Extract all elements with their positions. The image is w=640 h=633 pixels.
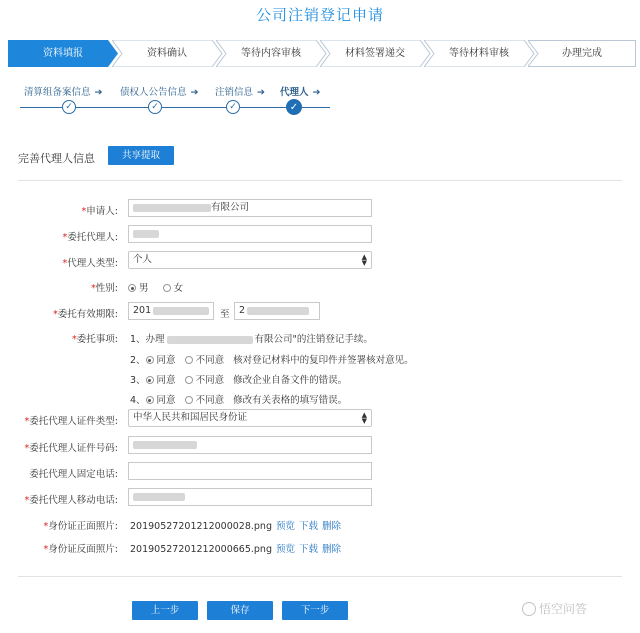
matter-text: 1、办理 [130,334,165,345]
valid-period-start-input[interactable] [128,302,214,320]
step-label: 资料填报 [43,48,83,59]
watermark-text: 悟空问答 [539,602,588,616]
agree-radio[interactable] [146,396,154,404]
select-value: 个人 [133,254,153,265]
check-icon: ✓ [62,100,76,114]
required-mark: * [24,443,30,454]
required-mark: * [43,521,49,532]
progress-line [162,107,226,108]
disagree-radio[interactable] [185,356,193,364]
step-content-review [216,40,326,67]
arrow-right-icon: ➔ [94,87,103,98]
prev-button[interactable]: 上一步 [132,601,198,620]
input-value: 有限公司 [211,202,250,213]
required-mark: * [53,309,58,320]
agent-input[interactable] [128,225,372,243]
matter-item-2 [130,352,414,366]
redacted-text [133,230,159,238]
id-type-label [0,413,118,427]
mobile-input[interactable] [128,488,372,506]
step-label: 办理完成 [562,48,602,59]
next-button[interactable]: 下一步 [282,601,348,620]
delete-link[interactable]: 删除 [322,521,342,532]
entrusted-matters-label [0,331,118,345]
file-name: 20190527201212000028.png [130,521,272,532]
label-text: 代理人类型: [67,258,118,269]
valid-period-label [0,306,118,320]
select-value: 中华人民共和国居民身份证 [133,412,248,423]
agree-radio[interactable] [146,376,154,384]
id-number-label [0,440,118,454]
preview-link[interactable]: 预览 [276,544,296,555]
delete-link[interactable]: 删除 [322,544,342,555]
matter-num: 2、 [130,355,146,366]
landline-input[interactable] [128,462,372,480]
required-mark: * [81,206,87,217]
page-title: 公司注销登记申请 [255,6,384,24]
id-number-input[interactable] [128,436,372,454]
redacted-text [133,441,197,449]
agent-label [0,229,118,243]
divider [18,180,622,181]
landline-label [0,466,118,480]
required-mark: * [62,232,68,243]
applicant-label [0,203,118,217]
sub-steps [20,84,340,120]
valid-period-end-input[interactable] [234,302,320,320]
gender-label [0,280,118,294]
id-back-file [130,541,341,555]
redacted-text [153,307,209,315]
radio-label: 不同意 [195,375,225,386]
arrow-right-icon: ➔ [257,87,265,98]
substep-cancellation-info[interactable] [215,84,265,98]
date-separator: 至 [220,309,230,320]
preview-link[interactable]: 预览 [276,521,296,532]
step-complete [528,40,636,67]
redacted-text [167,336,253,344]
substep-label: 清算组备案信息 [24,87,91,98]
label-text: 委托事项: [76,334,118,345]
agent-type-label [0,255,118,269]
id-back-label [0,541,118,555]
radio-label: 女 [173,283,184,294]
label-text: 委托代理人证件号码: [29,443,118,454]
id-front-label [0,518,118,532]
applicant-input[interactable] [128,199,372,217]
matter-text: 修改有关表格的填写错误。 [233,395,348,406]
step-sign-submit [320,40,430,67]
radio-label: 同意 [156,395,176,406]
agree-radio[interactable] [146,356,154,364]
substep-liquidation-info[interactable] [24,84,102,98]
section-title: 完善代理人信息 [18,152,95,165]
matter-item-1 [130,331,373,345]
label-text: 性别: [95,283,118,294]
progress-line [240,107,286,108]
redacted-text [133,204,211,212]
process-steps [8,40,636,67]
step-data-confirm [112,40,222,67]
matter-item-3 [130,372,347,386]
substep-label: 注销信息 [215,87,254,98]
check-icon: ✓ [286,99,302,115]
step-label: 材料签署递交 [345,48,405,59]
label-text: 委托代理人证件类型: [29,416,118,427]
input-value: 2 [239,305,246,316]
watermark [522,600,587,617]
arrow-right-icon: ➔ [312,87,321,98]
label-text: 委托代理人移动电话: [29,495,118,506]
matter-text: 有限公司"的注销登记手续。 [254,334,373,345]
required-mark: * [72,334,77,345]
wukong-logo-icon [522,602,536,616]
id-type-select[interactable] [128,409,372,427]
substep-label: 代理人 [280,87,309,98]
redacted-text [247,307,309,315]
radio-label: 同意 [156,375,176,386]
progress-line [302,107,330,108]
redacted-text [133,493,185,501]
step-label: 等待内容审核 [241,48,301,59]
matter-text: 修改企业自备文件的错误。 [233,375,348,386]
select-caret-icon: ▲ ▼ [361,411,367,425]
step-label: 资料确认 [147,48,187,59]
gender-radio-group [128,280,183,294]
label-text: 身份证反面照片: [48,544,118,555]
substep-label: 债权人公告信息 [120,87,187,98]
required-mark: * [91,283,96,294]
matter-item-4 [130,392,347,406]
gender-male-radio[interactable] [128,284,136,292]
radio-label: 不同意 [195,395,225,406]
required-mark: * [62,258,68,269]
substep-agent[interactable] [280,84,320,98]
step-data-entry [8,40,118,67]
share-extract-button[interactable]: 共享提取 [108,146,174,165]
required-mark: * [24,495,30,506]
radio-label: 不同意 [195,355,225,366]
save-button[interactable]: 保存 [207,601,273,620]
agent-type-select[interactable] [128,251,372,269]
matter-num: 4、 [130,395,146,406]
matter-text: 核对登记材料中的复印件并签署核对意见。 [233,355,414,366]
progress-line [76,107,148,108]
gender-female-radio[interactable] [163,284,171,292]
label-text: 申请人: [86,206,118,217]
required-mark: * [43,544,49,555]
select-caret-icon: ▲ ▼ [361,253,367,267]
step-material-review [424,40,534,67]
id-front-file [130,518,341,532]
arrow-right-icon: ➔ [190,87,199,98]
radio-label: 男 [139,283,149,294]
label-text: 委托有效期限: [57,309,118,320]
download-link[interactable]: 下载 [299,521,319,532]
divider [18,576,622,577]
download-link[interactable]: 下载 [299,544,319,555]
check-icon: ✓ [226,100,240,114]
step-label: 等待材料审核 [449,48,509,59]
substep-creditor-notice[interactable] [120,84,198,98]
file-name: 20190527201212000665.png [130,544,272,555]
input-value: 201 [133,305,152,316]
progress-line [20,107,62,108]
matter-num: 3、 [130,375,146,386]
mobile-label [0,492,118,506]
disagree-radio[interactable] [185,376,193,384]
label-text: 委托代理人: [67,232,118,243]
required-mark: * [24,416,30,427]
radio-label: 同意 [156,355,176,366]
label-text: 身份证正面照片: [48,521,118,532]
check-icon: ✓ [148,100,162,114]
label-text: 委托代理人固定电话: [29,469,118,480]
disagree-radio[interactable] [185,396,193,404]
